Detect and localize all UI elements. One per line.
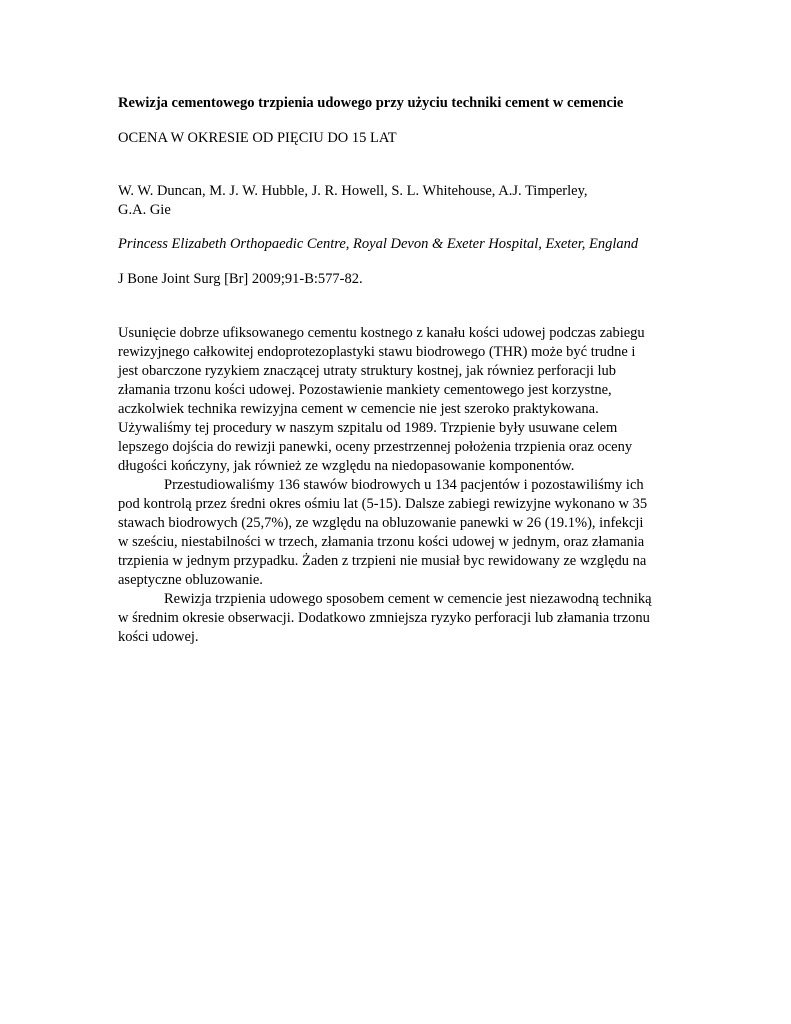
- abstract-body: [118, 324, 698, 647]
- article-title: Rewizja cementowego trzpienia udowego przy użyciu techniki cement w cemencie: [118, 95, 624, 111]
- abstract-line: trzpienia w jednym przypadku. Żaden z trzpieni nie musiał byc rewidowany ze względu na: [118, 553, 647, 569]
- abstract-line: kości udowej.: [118, 629, 199, 645]
- abstract-line: długości kończyny, jak również ze względu na niedopasowanie komponentów.: [118, 458, 575, 474]
- abstract-line: aczkolwiek technika rewizyjna cement w cemencie nie jest szeroko praktykowana.: [118, 401, 599, 417]
- abstract-line: lepszego dojścia do rewizji panewki, oceny przestrzennej położenia trzpienia oraz oceny: [118, 439, 633, 455]
- journal-citation: J Bone Joint Surg [Br] 2009;91-B:577-82.: [118, 271, 363, 287]
- author-line-2: G.A. Gie: [118, 202, 171, 218]
- affiliation: Princess Elizabeth Orthopaedic Centre, Royal Devon & Exeter Hospital, Exeter, England: [118, 236, 639, 252]
- abstract-line: stawach biodrowych (25,7%), ze względu na obluzowanie panewki w 26 (19.1%), infekcji: [118, 515, 644, 531]
- abstract-line: w sześciu, niestabilności w trzech, złamania trzonu kości udowej w jednym, oraz złamania: [118, 534, 645, 550]
- abstract-line: jest obarczone ryzykiem znaczącej utraty struktury kostnej, jak równiez perforacji lub: [118, 363, 617, 379]
- abstract-line: aseptyczne obluzowanie.: [118, 572, 263, 588]
- abstract-line: złamania trzonu kości udowej. Pozostawienie mankiety cementowego jest korzystne,: [118, 382, 612, 398]
- abstract-line: w średnim okresie obserwacji. Dodatkowo zmniejsza ryzyko perforacji lub złamania trzonu: [118, 610, 650, 626]
- author-line-1: W. W. Duncan, M. J. W. Hubble, J. R. Howell, S. L. Whitehouse, A.J. Timperley,: [118, 183, 588, 199]
- article-subtitle: OCENA W OKRESIE OD PIĘCIU DO 15 LAT: [118, 130, 397, 146]
- abstract-line: Przestudiowaliśmy 136 stawów biodrowych u 134 pacjentów i pozostawiliśmy ich: [164, 477, 644, 493]
- abstract-line: Usunięcie dobrze ufiksowanego cementu kostnego z kanału kości udowej podczas zabiegu: [118, 325, 645, 341]
- abstract-line: Używaliśmy tej procedury w naszym szpitalu od 1989. Trzpienie były usuwane celem: [118, 420, 618, 436]
- author-list: [118, 182, 658, 220]
- abstract-line: pod kontrolą przez średni okres ośmiu lat (5-15). Dalsze zabiegi rewizyjne wykonano w 35: [118, 496, 648, 512]
- abstract-line: rewizyjnego całkowitej endoprotezoplastyki stawu biodrowego (THR) może być trudne i: [118, 344, 636, 360]
- abstract-line: Rewizja trzpienia udowego sposobem cement w cemencie jest niezawodną techniką: [164, 591, 652, 607]
